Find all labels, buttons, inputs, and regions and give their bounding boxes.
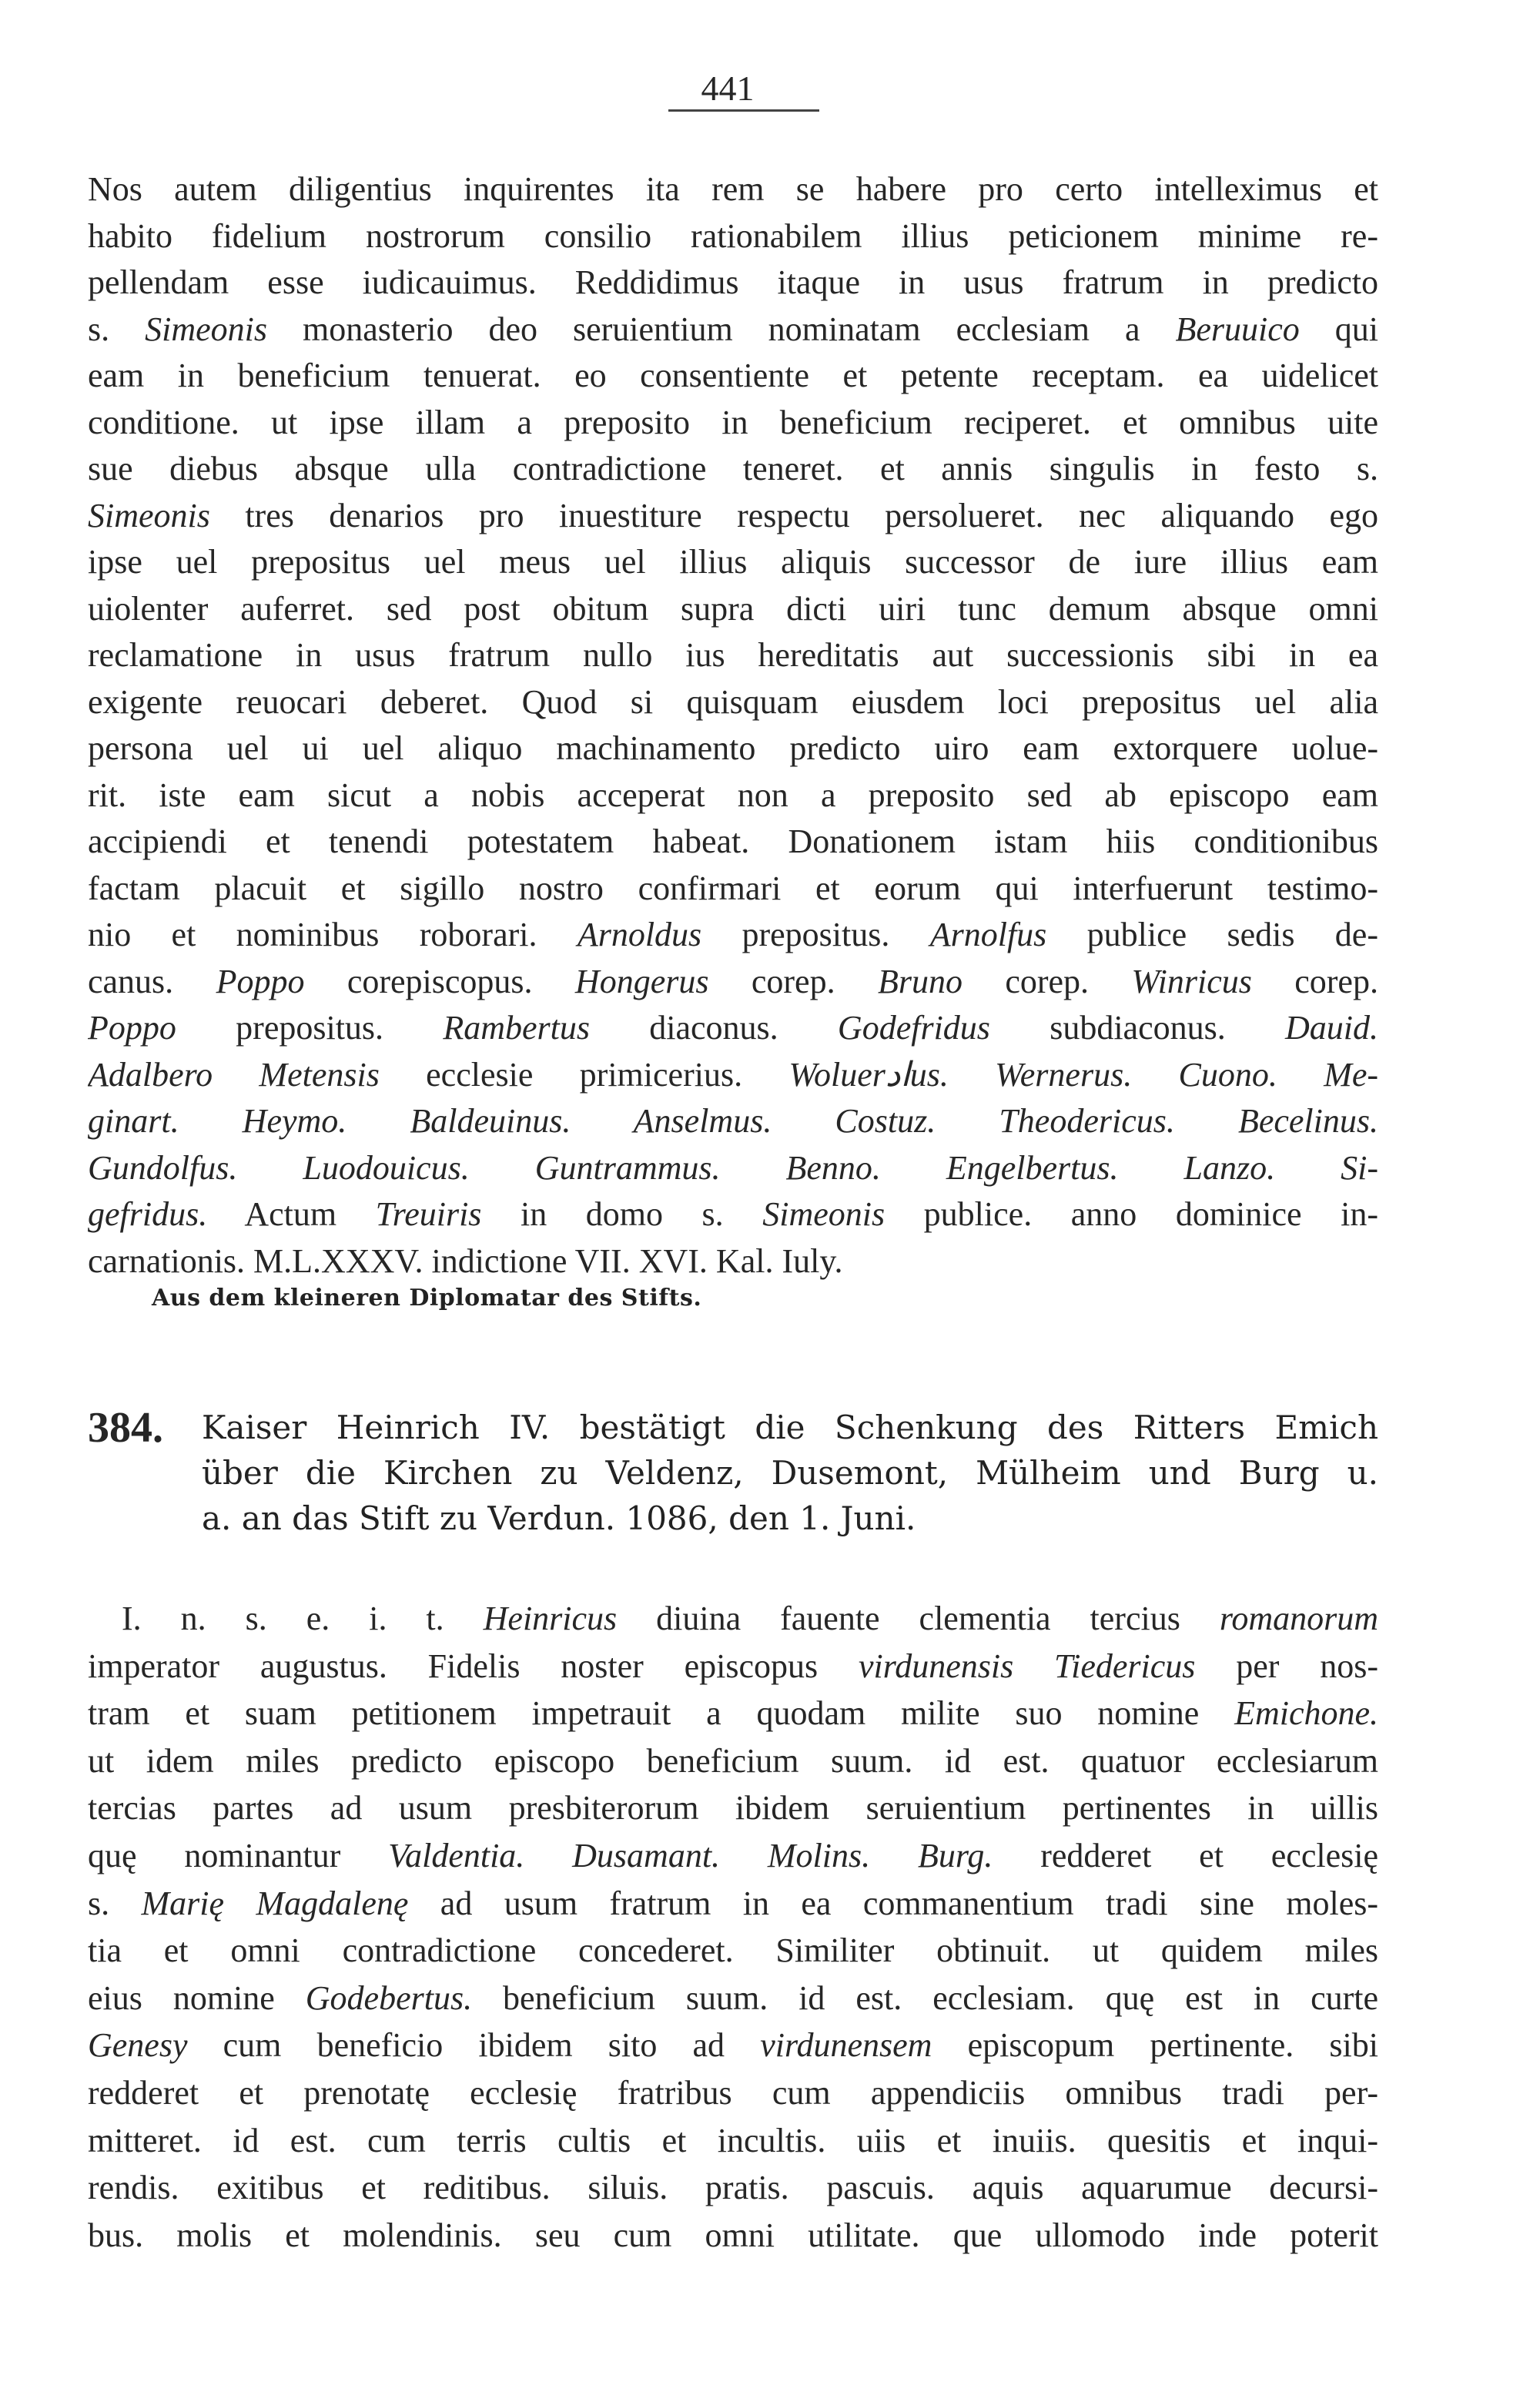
text-line — [122, 1596, 1378, 1642]
text-segment: rit. iste eam sicut a nobis acceperat non a preposito sed ab episcopo eam — [88, 776, 1378, 814]
document-title-line: a. an das Stift zu Verdun. 1086, den 1. Juni. — [202, 1499, 916, 1537]
italic-name-text: Woluerادus. Wernerus. Cuono. Me- — [788, 1055, 1378, 1094]
italic-name-text: Simeonis — [145, 310, 267, 348]
italic-name-text: ginart. Heymo. Baldeuinus. Anselmus. Costuz. Theodericus. Becelinus. — [88, 1102, 1378, 1140]
text-line — [88, 725, 1378, 772]
text-segment: pellendam esse iudicauimus. Reddidimus itaque in usus fratrum in predicto — [88, 263, 1378, 301]
document-title-line: Kaiser Heinrich IV. bestätigt die Schenkung des Ritters Emich — [202, 1409, 1378, 1446]
text-segment: habito fidelium nostrorum consilio rationabilem illius peticionem minime re- — [88, 216, 1378, 255]
text-line — [88, 446, 1378, 492]
text-segment: cum beneficio ibidem sito ad — [187, 2026, 761, 2065]
italic-name-text: Simeonis — [762, 1195, 886, 1233]
italic-name-text: Dauid. — [1285, 1009, 1378, 1047]
text-segment: s. — [88, 1884, 142, 1922]
italic-name-text: virdunensis Tiedericus — [858, 1647, 1196, 1685]
text-segment: nio et nominibus roborari. — [88, 916, 578, 953]
text-segment: ipse uel prepositus uel meus uel illius aliquis successor de iure illius eam — [88, 543, 1378, 581]
italic-name-text: Valdentia. Dusamant. Molins. Burg. — [388, 1837, 993, 1874]
text-line — [88, 1881, 1378, 1927]
text-segment: exigente reuocari deberet. Quod si quisquam eiusdem loci prepositus uel alia — [88, 682, 1378, 721]
text-line — [88, 307, 1378, 353]
italic-name-text: Godebertus. — [305, 1978, 473, 2017]
text-segment: diuina fauente clementia tercius — [617, 1600, 1220, 1637]
text-segment: publice sedis de- — [1046, 916, 1378, 953]
italic-name-text: Godefridus — [837, 1009, 990, 1047]
italic-name-text: Emichone. — [1234, 1694, 1378, 1733]
italic-name-text: Genesy — [88, 2026, 188, 2065]
italic-name-text: Poppo — [88, 1009, 176, 1047]
text-line — [88, 2022, 1378, 2069]
text-line — [88, 2165, 1378, 2211]
text-line — [88, 400, 1378, 446]
text-line — [88, 679, 1378, 725]
text-line — [88, 1145, 1378, 1191]
text-line — [88, 1238, 1378, 1285]
italic-name-text: Hongerus — [574, 962, 709, 1000]
text-line — [88, 1738, 1378, 1784]
text-segment: quę nominantur — [88, 1837, 389, 1874]
text-segment: uiolenter auferret. sed post obitum supra dicti uiri tunc demum absque omni — [88, 589, 1378, 628]
italic-name-text: virdunensem — [760, 2026, 932, 2065]
text-segment: eam in beneficium tenuerat. eo consentiente et petente receptam. ea uidelicet — [88, 357, 1378, 394]
text-segment: qui — [1299, 310, 1378, 348]
text-line — [88, 1975, 1378, 2022]
source-note: Aus dem kleineren Diplomatar des Stifts. — [152, 1285, 702, 1312]
text-segment: per nos- — [1195, 1647, 1378, 1685]
text-segment: bus. molis et molendinis. seu cum omni utilitate. que ullomodo inde poterit — [88, 2216, 1378, 2254]
italic-name-text: Adalbero Metensis — [88, 1055, 380, 1094]
text-line — [88, 632, 1378, 678]
text-line — [88, 1833, 1378, 1879]
italic-name-text: Simeonis — [88, 496, 210, 534]
text-segment: Actum — [207, 1195, 376, 1233]
italic-name-text: gefridus. — [88, 1195, 208, 1233]
text-line — [88, 1005, 1378, 1051]
italic-name-text: Arnolfus — [929, 916, 1047, 953]
text-line — [88, 1785, 1378, 1831]
text-line — [88, 539, 1378, 585]
italic-name-text: Poppo — [216, 962, 305, 1000]
text-segment: tercias partes ad usum presbiterorum ibidem seruientium pertinentes in uillis — [88, 1789, 1378, 1828]
text-line — [88, 493, 1378, 539]
text-line — [88, 353, 1378, 399]
text-line — [88, 1098, 1378, 1144]
text-segment: ecclesie primicerius. — [379, 1055, 789, 1094]
text-segment: imperator augustus. Fidelis noster episcopus — [88, 1647, 859, 1685]
text-segment: corepiscopus. — [304, 962, 575, 1000]
text-segment: prepositus. — [701, 916, 930, 953]
text-segment: mitteret. id est. cum terris cultis et incultis. uiis et inuiis. quesitis et inqui- — [88, 2121, 1378, 2159]
text-line — [88, 772, 1378, 819]
italic-name-text: Marię Magdalenę — [141, 1884, 409, 1922]
text-line — [88, 1052, 1378, 1098]
text-line — [88, 1643, 1378, 1690]
text-segment: in domo s. — [481, 1195, 763, 1233]
text-segment: s. — [88, 310, 146, 348]
text-line — [88, 1928, 1378, 1974]
text-line — [88, 959, 1378, 1005]
text-segment: redderet et prenotatę ecclesię fratribus cum appendiciis omnibus tradi per- — [88, 2074, 1378, 2112]
text-segment: subdiaconus. — [989, 1009, 1285, 1047]
document-title-line: über die Kirchen zu Veldenz, Dusemont, Mülheim und Burg u. — [202, 1454, 1378, 1492]
italic-name-text: Winricus — [1131, 962, 1252, 1000]
text-line — [88, 1690, 1378, 1737]
text-segment: redderet et ecclesię — [993, 1837, 1378, 1874]
text-segment: conditione. ut ipse illam a preposito in beneficium reciperet. et omnibus uite — [88, 403, 1378, 441]
text-segment: I. n. s. e. i. t. — [122, 1600, 484, 1637]
text-line — [88, 2118, 1378, 2164]
text-segment: diaconus. — [589, 1009, 838, 1047]
text-segment: corep. — [708, 962, 878, 1000]
italic-name-text: Rambertus — [443, 1009, 590, 1047]
page-number: 441 — [701, 69, 755, 108]
text-segment: monasterio deo seruientium nominatam ecclesiam a — [267, 310, 1176, 348]
text-segment: prepositus. — [176, 1009, 444, 1047]
italic-name-text: Arnoldus — [577, 916, 702, 953]
italic-name-text: Gundolfus. Luodouicus. Guntrammus. Benno. Engelbertus. Lanzo. Si- — [88, 1148, 1378, 1187]
text-line — [88, 2070, 1378, 2116]
italic-name-text: Beruuico — [1175, 310, 1300, 348]
text-segment: tram et suam petitionem impetrauit a quodam milite suo nomine — [88, 1694, 1235, 1733]
text-line — [88, 866, 1378, 912]
text-segment: tres denarios pro inuestiture respectu persolueret. nec aliquando ego — [209, 496, 1378, 534]
italic-name-text: Heinricus — [483, 1600, 618, 1637]
text-line — [88, 260, 1378, 306]
text-line — [88, 912, 1378, 958]
text-line — [88, 586, 1378, 632]
text-line — [88, 2213, 1378, 2259]
text-segment: sue diebus absque ulla contradictione teneret. et annis singulis in festo s. — [88, 450, 1378, 487]
text-segment: carnationis. M.L.XXXV. indictione VII. XVI. Kal. Iuly. — [88, 1241, 843, 1280]
text-line — [88, 1191, 1378, 1238]
italic-name-text: Bruno — [877, 962, 962, 1000]
text-line — [88, 166, 1378, 213]
text-segment: accipiendi et tenendi potestatem habeat. Donationem istam hiis conditionibus — [88, 822, 1378, 860]
text-line — [88, 819, 1378, 865]
italic-name-text: romanorum — [1219, 1600, 1378, 1637]
text-segment: corep. — [962, 962, 1132, 1000]
text-segment: corep. — [1251, 962, 1378, 1000]
text-segment: episcopum pertinente. sibi — [932, 2026, 1378, 2065]
text-segment: rendis. exitibus et reditibus. siluis. pratis. pascuis. aquis aquarumue decursi- — [88, 2169, 1378, 2207]
text-line — [88, 213, 1378, 260]
text-segment: ut idem miles predicto episcopo beneficium suum. id est. quatuor ecclesiarum — [88, 1741, 1378, 1780]
text-segment: ad usum fratrum in ea commanentium tradi sine moles- — [408, 1884, 1378, 1922]
italic-name-text: Treuiris — [375, 1195, 482, 1233]
text-segment: eius nomine — [88, 1978, 306, 2017]
text-segment: canus. — [88, 962, 216, 1000]
page-number-rule — [668, 109, 819, 112]
text-segment: persona uel ui uel aliquo machinamento predicto uiro eam extorquere uolue- — [88, 729, 1378, 767]
text-segment: tia et omni contradictione concederet. Similiter obtinuit. ut quidem miles — [88, 1931, 1378, 1970]
text-segment: Nos autem diligentius inquirentes ita rem se habere pro certo intelleximus et — [88, 170, 1378, 208]
text-segment: publice. anno dominice in- — [885, 1195, 1378, 1233]
text-segment: factam placuit et sigillo nostro confirmari et eorum qui interfuerunt testimo- — [88, 869, 1378, 907]
document-number: 384. — [88, 1404, 163, 1452]
text-segment: beneficium suum. id est. ecclesiam. quę est in curte — [472, 1978, 1378, 2017]
text-segment: reclamatione in usus fratrum nullo ius hereditatis aut successionis sibi in ea — [88, 636, 1378, 674]
